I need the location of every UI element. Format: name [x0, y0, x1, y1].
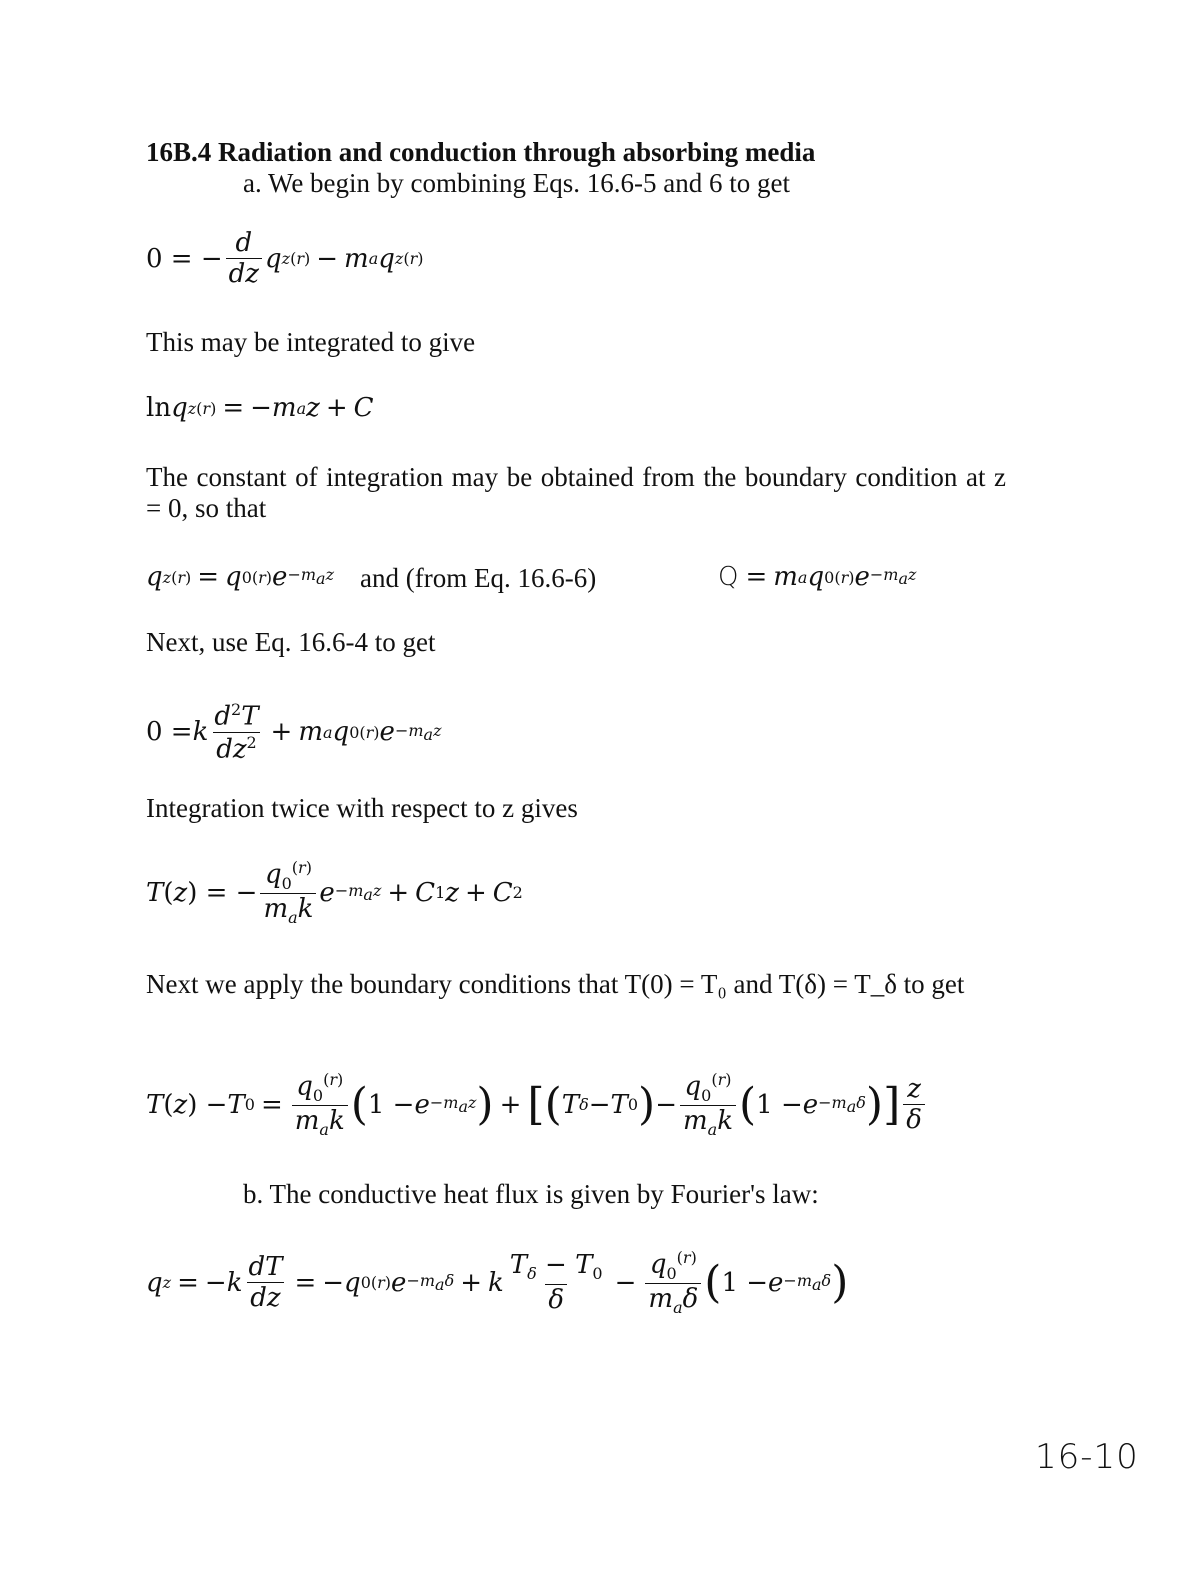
- equation-4: 0 = k $\frac{d^2T}{dz^2}$ + m a q 0 (r) e $-m_az$: [146, 700, 442, 765]
- text-constant: The constant of integration may be obtained from the boundary condition at z = 0, so that: [146, 462, 1006, 523]
- equation-5: T ( z ) = − $\frac{q_0^{(r)}}{m_ak}$ e $-m_az$ + C 1 z + C 2: [146, 858, 523, 928]
- part-a-intro: a. We begin by combining Eqs. 16.6-5 and 6 to get: [243, 168, 790, 198]
- handwritten-q: Q: [718, 562, 740, 592]
- equation-3b: Q = m a q 0 (r) e $-m_az$: [718, 562, 917, 592]
- section-heading: 16B.4 Radiation and conduction through absorbing media: [146, 137, 816, 167]
- equation-2: ln q z (r) = − m a z + C: [146, 393, 374, 423]
- text-next-use: Next, use Eq. 16.6-4 to get: [146, 627, 436, 657]
- text-boundary-conditions: Next we apply the boundary conditions that T(0) = T₀ and T(δ) = T_δ to get: [146, 969, 965, 999]
- equation-3a: q z (r) = q 0 (r) e $-m_az$: [146, 562, 334, 592]
- text-integration-twice: Integration twice with respect to z gives: [146, 793, 578, 823]
- text-integrated: This may be integrated to give: [146, 327, 476, 357]
- equation-1: 0 = − $\frac{d}{dz}$ q z (r) − m a q z (r): [146, 228, 424, 289]
- text-and-from: and (from Eq. 16.6-6): [360, 563, 597, 593]
- equation-6: T ( z ) − T 0 = $\frac{q_0^{(r)}}{m_ak}$ ( 1 − e $-m_az$ ) + [ ( T δ − T 0 ) − $\frac{q_0^{(r)}}{m_ak}$ ( 1 − e $-m_a\delta$ ) ] $\frac{z}{\delta}$: [146, 1070, 928, 1139]
- part-b-intro: b. The conductive heat flux is given by Fourier's law:: [243, 1179, 819, 1209]
- page-number: 16-10: [1035, 1437, 1139, 1477]
- equation-7: q z = − k $\frac{dT}{dz}$ = − q 0 (r) e $-m_a\delta$ + k $\frac{T_\delta - T_0}{\delta}$ − $\frac{q_0^{(r)}}{m_a\delta}$ ( 1 − e $-m_a\delta$ ): [146, 1248, 849, 1318]
